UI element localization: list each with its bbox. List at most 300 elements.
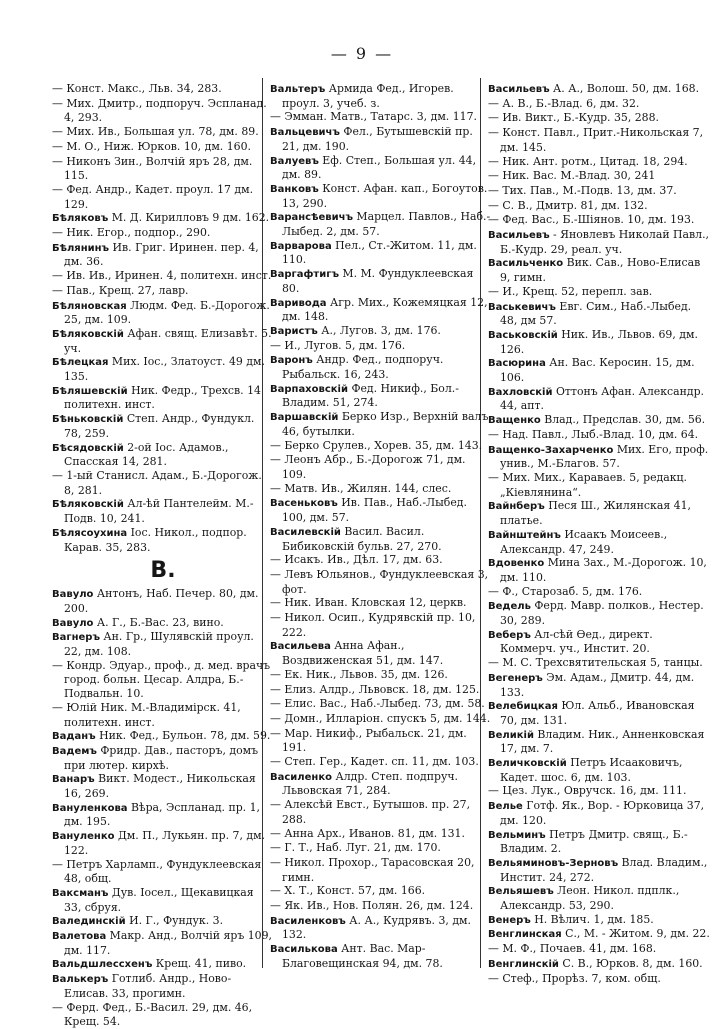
entry-surname: Васильевъ <box>488 230 550 242</box>
directory-entry <box>488 828 710 856</box>
directory-entry <box>52 327 274 355</box>
directory-entry <box>52 497 274 525</box>
directory-entry <box>488 385 710 413</box>
directory-entry <box>270 727 492 755</box>
entry-surname: Васильченко <box>488 258 564 270</box>
directory-entry <box>488 756 710 784</box>
entry-details: Юл. Альб., Ивановская 70, дм. 131. <box>500 699 695 727</box>
directory-entry <box>52 299 274 327</box>
entry-surname: Васьковскiй <box>488 329 558 341</box>
entry-surname: Бѣлясоухина <box>52 527 128 539</box>
directory-entry <box>488 155 710 170</box>
directory-entry <box>270 324 492 339</box>
entry-details: — Конст. Макс., Льв. 34, 283. <box>52 82 222 95</box>
entry-details: — Левъ Юльянов., Фундуклеевская 3, фот. <box>270 567 489 596</box>
column-1 <box>52 82 274 1029</box>
entry-details: — М. С. Трехсвятительская 5, танцы. <box>488 656 703 670</box>
entry-surname: Бѣляшевскiй <box>52 385 128 397</box>
directory-entry <box>52 155 274 183</box>
directory-entry <box>270 439 492 454</box>
directory-entry <box>488 184 710 199</box>
directory-entry <box>488 556 710 584</box>
entry-details: Афан. свящ. Елизавѣт. 5. уч. <box>64 326 272 355</box>
entry-details: — М. О., Ниж. Юрков. 10, дм. 160. <box>52 139 251 153</box>
entry-details: Мих. Іос., Златоуст. 49 дм. 135. <box>64 355 265 384</box>
entry-surname: Бѣсядовскiй <box>52 442 124 454</box>
entry-details: Еф. Степ., Большая ул. 44, дм. 89. <box>282 153 477 182</box>
entry-surname: Варгафтигъ <box>270 269 339 281</box>
directory-entry <box>270 110 492 125</box>
entry-surname: Валединскiй <box>52 916 126 928</box>
directory-entry <box>488 199 710 214</box>
entry-details: Ан. Гр., Шулявскiй проул. 22, дм. 108. <box>64 630 254 659</box>
entry-surname: Варистъ <box>270 325 318 337</box>
entry-details: — Домн., Илларiон. спускъ 5, дм. 144. <box>270 711 491 725</box>
entry-surname: Величковскiй <box>488 758 567 770</box>
entry-details: — Пав., Крещ. 27, лавр. <box>52 283 189 297</box>
entry-surname: Васькевичъ <box>488 301 556 313</box>
entry-surname: Василенко <box>270 771 332 783</box>
entry-details: А. А., Кудрявъ. 3, дм. 132. <box>282 913 471 942</box>
directory-entry <box>270 856 492 884</box>
entry-details: Степ. Андр., Фундукл. 78, 259. <box>64 412 255 440</box>
directory-entry <box>52 97 274 125</box>
directory-entry <box>270 482 492 497</box>
entry-details: — Ферд. Фед., Б.-Васил. 29, дм. 46, Крещ. 54. <box>52 1000 253 1029</box>
entry-surname: Варшавскiй <box>270 412 339 424</box>
entry-details: — Юлiй Ник. М.-Владимiрск. 41, политехн. инст. <box>52 700 241 729</box>
entry-details: Макр. Анд., Волчiй яръ 109, дм. 117. <box>64 929 272 957</box>
entry-details: Готлиб. Андр., Ново-Елисав. 33, прогимн. <box>64 972 232 1000</box>
entry-surname: Вануленко <box>52 831 115 843</box>
entry-details: — 1-ый Станисл. Адам., Б.-Дорогож. 8, 281. <box>52 468 262 497</box>
entry-details: Оттонъ Афан. Александр. 44, апт. <box>500 384 705 413</box>
directory-entry <box>488 671 710 699</box>
directory-entry <box>488 528 710 556</box>
directory-entry <box>488 228 710 256</box>
entry-details: — Степ. Гер., Кадет. сп. 11, дм. 103. <box>270 755 479 769</box>
entry-surname: Вальдшлессхенъ <box>52 959 153 971</box>
directory-entry <box>488 699 710 727</box>
entry-details: Фридр. Дав., пасторъ, домъ при лютер. кирхѣ. <box>64 743 259 772</box>
entry-details: С. В., Юрков. 8, дм. 160. <box>558 956 703 970</box>
entry-surname: Ваксманъ <box>52 887 109 899</box>
entry-surname: Великiй <box>488 729 534 741</box>
entry-details: Ал-сѣй Өед., директ. Коммерч. уч., Инстит. 20. <box>500 627 653 656</box>
entry-details: — Матв. Ив., Жилян. 144, слес. <box>270 481 452 495</box>
entry-details: Ал-ѣй Пантелейм. М.-Подв. 10, 241. <box>64 497 254 526</box>
entry-details: 2-ой Іос. Адамов., Спасская 14, 281. <box>64 440 229 469</box>
entry-surname: Вельяминовъ-Зерновъ <box>488 857 619 869</box>
entry-surname: Ващенко <box>488 415 541 427</box>
directory-entry <box>270 914 492 942</box>
entry-details: Песя Ш., Жилянская 41, платье. <box>500 499 691 528</box>
entry-surname: Валькеръ <box>52 974 109 986</box>
entry-details: — Исакъ. Ив., Дѣл. 17, дм. 63. <box>270 553 443 567</box>
entry-details: Ив. Пав., Наб.-Лыбед. 100, дм. 57. <box>282 496 467 525</box>
entry-details: — Никол. Прохор., Тарасовская 20, гимн. <box>270 855 475 884</box>
directory-entry <box>52 701 274 729</box>
entry-details: — Ник. Иван. Кловская 12, церкв. <box>270 596 467 610</box>
directory-entry <box>488 97 710 112</box>
entry-details: — А. В., Б.-Влад. 6, дм. 32. <box>488 96 640 110</box>
entry-details: — Цез. Лук., Овручск. 16, дм. 111. <box>488 784 687 798</box>
entry-details: Мина Зах., М.-Дорогож. 10, дм. 110. <box>500 556 707 584</box>
directory-entry <box>270 770 492 798</box>
directory-entry <box>270 683 492 698</box>
entry-surname: Вавуло <box>52 617 94 629</box>
entry-details: — Алексѣй Евст., Бутышов. пр. 27, 288. <box>270 798 471 826</box>
directory-entry <box>270 267 492 295</box>
entry-details: — С. В., Дмитр. 81, дм. 132. <box>488 198 648 212</box>
column-2 <box>270 82 492 971</box>
directory-entry <box>488 256 710 284</box>
directory-entry <box>488 856 710 884</box>
entry-surname: Вальтеръ <box>270 84 326 95</box>
directory-entry <box>488 784 710 799</box>
entry-details: — Петръ Харламп., Фундуклеевская 48, общ. <box>52 857 262 886</box>
entry-details: — Як. Ив., Нов. Полян. 26, дм. 124. <box>270 899 474 913</box>
entry-details: Андр. Фед., подпоруч. Рыбальск. 16, 243. <box>282 353 444 382</box>
entry-details: Вик. Сав., Ново-Елисав 9, гимн. <box>500 256 701 285</box>
directory-entry <box>52 886 274 914</box>
directory-entry <box>52 412 274 440</box>
directory-entry <box>488 957 710 972</box>
directory-entry <box>488 799 710 827</box>
directory-entry <box>270 668 492 683</box>
entry-surname: Венеръ <box>488 914 531 926</box>
entry-details: — Ив. Викт., Б.-Кудр. 35, 288. <box>488 111 659 125</box>
directory-entry <box>270 453 492 481</box>
entry-surname: Вегенеръ <box>488 672 543 684</box>
entry-surname: Вельяшевъ <box>488 886 554 898</box>
directory-entry <box>270 596 492 611</box>
directory-entry <box>270 827 492 842</box>
entry-details: — Ник. Ант. ротм., Цитад. 18, 294. <box>488 154 688 168</box>
page-header: — 9 — <box>330 44 394 63</box>
entry-details: Влад. Владим., Инстит. 24, 272. <box>500 855 708 884</box>
directory-entry <box>52 744 274 772</box>
section-letter-heading: В. <box>150 558 176 584</box>
directory-entry <box>52 241 274 269</box>
directory-entry <box>270 525 492 553</box>
entry-details: Людм. Фед. Б.-Дорогож. 25, дм. 109. <box>64 298 270 327</box>
entry-details: — Елиз. Алдр., Львовск. 18, дм. 125. <box>270 682 480 696</box>
entry-details: — Никонъ Зин., Волчiй яръ 28, дм. 115. <box>52 154 253 183</box>
directory-entry <box>488 972 710 987</box>
entry-details: Пел., Ст.-Житом. 11, дм. 110. <box>282 238 477 267</box>
directory-entry <box>488 111 710 126</box>
directory-entry <box>270 410 492 438</box>
directory-entry <box>52 269 274 284</box>
entry-surname: Васильковa <box>270 944 338 956</box>
entry-surname: Варивода <box>270 297 327 309</box>
entry-surname: Ващенко-Захарченко <box>488 444 614 456</box>
directory-entry <box>52 972 274 1000</box>
directory-entry <box>52 355 274 383</box>
entry-details: Васил. Васил. Бибиковскiй бульв. 27, 270. <box>282 524 442 553</box>
directory-entry <box>52 630 274 658</box>
directory-entry <box>270 154 492 182</box>
entry-surname: Вайнштейнъ <box>488 529 561 541</box>
entry-surname: Велебицкая <box>488 701 558 713</box>
entry-surname: Василевскiй <box>270 526 341 538</box>
directory-entry <box>52 729 274 744</box>
entry-details: — Елис. Вас., Наб.-Лыбед. 73, дм. 58. <box>270 697 485 711</box>
entry-details: — Мар. Никиф., Рыбальск. 21, дм. 191. <box>270 726 467 755</box>
entry-surname: Ведель <box>488 601 531 613</box>
directory-entry <box>52 929 274 957</box>
entry-details: Армида Фед., Игорев. проул. 3, учеб. з. <box>282 82 454 110</box>
entry-surname: Бѣлянинъ <box>52 242 110 254</box>
entry-details: Ив. Григ. Иринен. пер. 4, дм. 36. <box>64 240 259 269</box>
directory-entry <box>270 697 492 712</box>
directory-entry <box>52 183 274 211</box>
entry-details: — Х. Т., Конст. 57, дм. 166. <box>270 884 426 898</box>
entry-surname: Ваданъ <box>52 731 96 743</box>
entry-surname: Варансѣевичъ <box>270 212 353 224</box>
directory-entry <box>270 755 492 770</box>
directory-entry <box>270 82 492 110</box>
directory-entry <box>52 1001 274 1029</box>
entry-surname: Вануленкова <box>52 802 128 814</box>
entry-surname: Бѣляковъ <box>52 213 109 225</box>
entry-surname: Вахловскiй <box>488 386 553 398</box>
entry-details: — Анна Арх., Иванов. 81, дм. 131. <box>270 826 465 840</box>
directory-entry <box>270 353 492 381</box>
entry-surname: Венглинскiй <box>488 958 559 970</box>
entry-details: Іос. Никол., подпор. Карав. 35, 283. <box>64 525 247 554</box>
directory-entry <box>270 125 492 153</box>
directory-entry <box>488 628 710 656</box>
directory-entry <box>270 553 492 568</box>
directory-entry <box>270 841 492 856</box>
directory-entry <box>52 801 274 829</box>
entry-surname: Бѣлецкая <box>52 357 109 369</box>
entry-details: — Леонъ Абр., Б.-Дорогож 71, дм. 109. <box>270 453 466 481</box>
directory-entry <box>52 858 274 886</box>
entry-surname: Васильевъ <box>488 84 550 95</box>
entry-details: Конст. Афан. кап., Богоутов. 13, 290. <box>282 181 488 210</box>
directory-entry <box>488 328 710 356</box>
entry-details: — Фед. Вас., Б.-Шiянов. 10, дм. 193. <box>488 213 695 227</box>
directory-entry <box>488 585 710 600</box>
entry-surname: Васеньковъ <box>270 498 338 510</box>
entry-details: Мих. Его, проф. унив., М.-Благов. 57. <box>500 442 709 471</box>
entry-details: — Никол. Осип., Кудрявскiй пр. 10, 222. <box>270 611 476 639</box>
entry-details: М. Д. Кирилловъ 9 дм. 162. <box>108 211 270 225</box>
directory-entry <box>270 942 492 970</box>
entry-details: Исаакъ Моисеев., Александр. 47, 249. <box>500 527 668 556</box>
directory-entry <box>488 884 710 912</box>
directory-entry <box>488 126 710 154</box>
entry-details: — Стеф., Прорѣз. 7, ком. общ. <box>488 971 661 985</box>
directory-entry <box>52 914 274 929</box>
directory-entry <box>52 441 274 469</box>
directory-entry <box>52 829 274 857</box>
directory-entry <box>270 339 492 354</box>
entry-details: Алдр. Степ. подпруч. Львовская 71, 284. <box>282 769 459 798</box>
entry-details: Петръ Дмитр. свящ., Б.-Владим. 2. <box>500 827 688 856</box>
entry-surname: Вальцевичъ <box>270 127 340 139</box>
directory-entry <box>52 659 274 701</box>
directory-entry <box>52 772 274 800</box>
entry-details: Анна Афан., Воздвиженская 51, дм. 147. <box>282 639 444 668</box>
entry-details: Берко Изр., Верхнiй валъ 46, бутылки. <box>282 410 489 438</box>
entry-details: Дув. Іосел., Щекавицкая 33, сбруя. <box>64 885 254 914</box>
entry-details: Н. Вѣлич. 1, дм. 185. <box>530 912 654 926</box>
directory-entry <box>52 82 274 97</box>
directory-entry <box>270 712 492 727</box>
directory-entry <box>270 210 492 238</box>
entry-surname: Валуевъ <box>270 155 319 167</box>
entry-details: Ник. Федр., Трехсв. 14 политехн. инст. <box>64 383 261 412</box>
directory-entry <box>270 611 492 639</box>
entry-details: Агр. Мих., Кожемяцкая 12, дм. 148. <box>282 295 488 324</box>
entry-details: — Над. Павл., Лыб.-Влад. 10, дм. 64. <box>488 427 699 441</box>
entry-surname: Вдовенко <box>488 558 545 570</box>
directory-entry <box>52 587 274 615</box>
entry-details: Крещ. 41, пиво. <box>152 957 247 971</box>
entry-details: — Ив. Ив., Иринен. 4, политехн. инст. <box>52 269 272 283</box>
entry-surname: Вадемъ <box>52 745 97 757</box>
directory-entry <box>52 384 274 412</box>
entry-surname: Ванковъ <box>270 183 319 195</box>
entry-details: Влад., Предслав. 30, дм. 56. <box>540 413 706 427</box>
entry-details: — Мих. Дмитр., подпоруч. Эспланад. 4, 293. <box>52 96 267 125</box>
entry-surname: Венглинская <box>488 929 562 941</box>
directory-entry <box>488 913 710 928</box>
entry-details: — Мих. Мих., Караваев. 5, редакц. „Кiевлянина“. <box>488 470 688 499</box>
entry-details: — Кондр. Эдуар., проф., д. мед. врачъ город. больн. Цесар. Алдра, Б.-Подвальн. 10. <box>52 658 271 701</box>
entry-surname: Вавуло <box>52 589 94 601</box>
directory-entry <box>488 300 710 328</box>
entry-details: — И., Крещ. 52, перепл. зав. <box>488 284 653 298</box>
directory-entry <box>270 639 492 667</box>
entry-details: А., Лугов. 3, дм. 176. <box>317 323 441 337</box>
entry-details: С., М. - Житом. 9, дм. 22. <box>561 927 710 941</box>
directory-entry <box>488 927 710 942</box>
directory-entry <box>270 496 492 524</box>
directory-entry <box>488 213 710 228</box>
entry-details: Дм. П., Лукьян. пр. 7, дм. 122. <box>64 829 266 857</box>
directory-entry <box>52 526 274 554</box>
entry-surname: Васюрина <box>488 358 546 370</box>
directory-entry <box>270 798 492 826</box>
entry-details: — Мих. Ив., Большая ул. 78, дм. 89. <box>52 125 259 139</box>
column-3 <box>488 82 710 986</box>
entry-details: Эм. Адам., Дмитр. 44, дм. 133. <box>500 670 695 699</box>
entry-details: — Ник. Егор., подпор., 290. <box>52 226 211 240</box>
entry-surname: Бѣньковскiй <box>52 414 124 426</box>
entry-details: — Конст. Павл., Прит.-Никольская 7, дм. 145. <box>488 126 704 154</box>
directory-entry <box>488 443 710 471</box>
entry-surname: Веберъ <box>488 629 531 641</box>
entry-surname: Велье <box>488 801 523 813</box>
entry-surname: Ванаръ <box>52 774 95 786</box>
entry-details: И. Г., Фундук. 3. <box>125 914 224 928</box>
directory-entry <box>488 599 710 627</box>
entry-details: Готф. Як., Вор. - Юрковица 37, дм. 120. <box>500 799 705 827</box>
entry-details: Вѣра, Эспланад. пр. 1, дм. 195. <box>64 800 260 829</box>
entry-details: — Г. Т., Наб. Луг. 21, дм. 170. <box>270 841 441 855</box>
entry-details: — Ф., Старозаб. 5, дм. 176. <box>488 584 643 598</box>
directory-entry <box>270 382 492 410</box>
directory-entry <box>270 296 492 324</box>
entry-details: Антонъ, Наб. Печер. 80, дм. 200. <box>64 587 259 615</box>
entry-details: — Эмман. Матв., Татарс. 3, дм. 117. <box>270 110 477 124</box>
entry-details: — Ник. Вас. М.-Влад. 30, 241 <box>488 169 656 183</box>
entry-surname: Бѣляковскiй <box>52 499 124 511</box>
directory-entry <box>488 82 710 97</box>
directory-entry <box>270 899 492 914</box>
directory-entry <box>52 140 274 155</box>
directory-entry <box>488 499 710 527</box>
directory-entry <box>488 356 710 384</box>
directory-entry <box>488 413 710 428</box>
directory-entry <box>488 428 710 443</box>
entry-details: - Яновлевъ Николай Павл., Б.-Кудр. 29, реал. уч. <box>500 228 710 256</box>
entry-details: Евг. Сим., Наб.-Лыбед. 48, дм 57. <box>500 299 692 328</box>
directory-entry <box>488 169 710 184</box>
entry-details: — Фед. Андр., Кадет. проул. 17 дм. 129. <box>52 182 254 211</box>
entry-details: — И., Лугов. 5, дм. 176. <box>270 338 406 352</box>
entry-surname: Бѣляковскiй <box>52 328 124 340</box>
entry-details: А. Г., Б.-Вас. 23, вино. <box>93 615 224 629</box>
directory-entry <box>488 471 710 499</box>
entry-details: Ан. Вас. Керосин. 15, дм. 106. <box>500 356 695 385</box>
directory-entry <box>270 884 492 899</box>
directory-entry <box>488 942 710 957</box>
entry-surname: Василенковъ <box>270 915 346 927</box>
directory-entry <box>270 568 492 596</box>
directory-entry <box>52 469 274 497</box>
entry-details: Марцел. Павлов., Наб.-Лыбед. 2, дм. 57. <box>282 210 491 239</box>
directory-entry <box>52 125 274 140</box>
entry-details: Петръ Исааковичъ, Кадет. шос. 6, дм. 103. <box>500 756 683 784</box>
entry-surname: Варварова <box>270 240 332 252</box>
entry-details: — Берко Срулев., Хорев. 35, дм. 143. <box>270 438 483 452</box>
directory-entry <box>52 957 274 972</box>
entry-details: Фел., Бутышевскiй пр. 21, дм. 190. <box>282 125 473 153</box>
entry-surname: Вайнберъ <box>488 501 545 513</box>
directory-entry <box>270 239 492 267</box>
directory-entry <box>488 728 710 756</box>
entry-details: — Ек. Ник., Львов. 35, дм. 126. <box>270 667 448 681</box>
entry-surname: Варпаховскiй <box>270 383 348 395</box>
entry-surname: Васильева <box>270 641 331 653</box>
entry-details: — М. Ф., Почаев. 41, дм. 168. <box>488 942 657 956</box>
entry-details: Владим. Ник., Анненковская 17, дм. 7. <box>500 727 705 756</box>
entry-surname: Валетова <box>52 931 107 943</box>
entry-details: Викт. Модест., Никольская 16, 269. <box>64 772 256 801</box>
entry-details: Ферд. Мавр. полков., Нестер. 30, 289. <box>500 599 704 628</box>
directory-entry <box>488 656 710 671</box>
entry-details: Леон. Никол. пдплк., Александр. 53, 290. <box>500 884 680 913</box>
entry-details: М. М. Фундуклеевская 80. <box>282 267 474 295</box>
entry-details: — Тих. Пав., М.-Подв. 13, дм. 37. <box>488 183 677 197</box>
directory-entry <box>488 285 710 300</box>
entry-surname: Бѣляновская <box>52 300 127 312</box>
entry-details: Ник. Фед., Бульон. 78, дм. 59. <box>95 729 271 743</box>
directory-entry <box>52 211 274 226</box>
entry-details: А. А., Волош. 50, дм. 168. <box>549 82 700 95</box>
entry-surname: Вагнеръ <box>52 632 100 644</box>
directory-entry <box>52 226 274 241</box>
entry-details: Ник. Ив., Львов. 69, дм. 126. <box>500 327 698 356</box>
entry-details: Фед. Никиф., Бол.-Владим. 51, 274. <box>282 381 459 410</box>
entry-details: Ант. Вас. Мар-Благовещинская 94, дм. 78. <box>282 942 443 970</box>
